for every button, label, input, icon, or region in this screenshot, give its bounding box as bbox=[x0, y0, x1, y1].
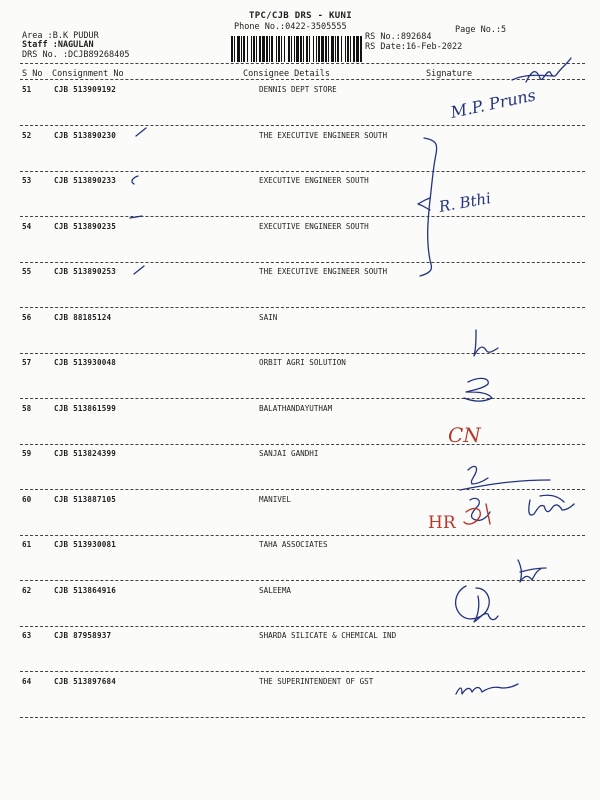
table-row bbox=[0, 267, 600, 281]
barcode-bar bbox=[276, 36, 277, 62]
row-sno: 62 bbox=[22, 586, 32, 595]
row-consignee: SAIN bbox=[259, 313, 278, 322]
barcode-bar bbox=[341, 36, 342, 62]
barcode-bar bbox=[328, 36, 329, 62]
row-consignee: THE SUPERINTENDENT OF GST bbox=[259, 677, 374, 686]
row-divider bbox=[20, 353, 585, 354]
col-consignment: Consignment No bbox=[52, 69, 124, 79]
col-consignee: Consignee Details bbox=[243, 69, 330, 79]
barcode-bar bbox=[335, 36, 336, 62]
row-divider bbox=[20, 489, 585, 490]
row-sno: 52 bbox=[22, 131, 32, 140]
row-consignment-no: CJB 513887105 bbox=[54, 495, 117, 504]
row-consignment-no: CJB 513897684 bbox=[54, 677, 117, 686]
table-row bbox=[0, 631, 600, 645]
row-sno: 59 bbox=[22, 449, 32, 458]
barcode-bar bbox=[251, 36, 252, 62]
barcode-bar bbox=[309, 36, 310, 62]
row-divider bbox=[20, 262, 585, 263]
row-consignment-no: CJB 513861599 bbox=[54, 404, 117, 413]
row-sno: 51 bbox=[22, 85, 32, 94]
barcode-bar bbox=[284, 36, 285, 62]
row-divider bbox=[20, 171, 585, 172]
row-divider bbox=[20, 580, 585, 581]
barcode-bar bbox=[321, 36, 324, 62]
barcode-bar bbox=[247, 36, 248, 62]
barcode-bar bbox=[296, 36, 299, 62]
row-sno: 56 bbox=[22, 313, 32, 322]
row-consignee: DENNIS DEPT STORE bbox=[259, 85, 337, 94]
row-consignee: MANIVEL bbox=[259, 495, 292, 504]
signature-61 bbox=[518, 560, 546, 582]
row-consignee: SHARDA SILICATE & CHEMICAL IND bbox=[259, 631, 397, 640]
drs-title: TPC/CJB DRS - KUNI bbox=[249, 11, 352, 21]
barcode-bar bbox=[291, 36, 292, 62]
barcode-bar bbox=[353, 36, 355, 62]
row-consignment-no: CJB 513909192 bbox=[54, 85, 117, 94]
barcode-bar bbox=[337, 36, 339, 62]
row-consignment-no: CJB 513890235 bbox=[54, 222, 117, 231]
signature-60-text: HR bbox=[428, 513, 456, 533]
row-consignee: ORBIT AGRI SOLUTION bbox=[259, 358, 346, 367]
row-divider bbox=[20, 216, 585, 217]
barcode-bar bbox=[271, 36, 273, 62]
table-row bbox=[0, 495, 600, 509]
row-sno: 53 bbox=[22, 176, 32, 185]
barcode-bar bbox=[331, 36, 334, 62]
barcode-bar bbox=[313, 36, 314, 62]
barcode-bar bbox=[231, 36, 233, 62]
barcode-bar bbox=[269, 36, 270, 62]
row-divider bbox=[20, 398, 585, 399]
row-consignee: TAHA ASSOCIATES bbox=[259, 540, 328, 549]
row-consignment-no: CJB 88185124 bbox=[54, 313, 112, 322]
row-consignment-no: CJB 513890230 bbox=[54, 131, 117, 140]
phone-number: Phone No.:0422-3505555 bbox=[234, 22, 347, 32]
barcode-bar bbox=[262, 36, 265, 62]
table-row bbox=[0, 449, 600, 463]
barcode-bar bbox=[281, 36, 282, 62]
drs-number: DRS No. :DCJB89268405 bbox=[22, 50, 130, 60]
barcode-bar bbox=[325, 36, 327, 62]
row-consignment-no: CJB 87958937 bbox=[54, 631, 112, 640]
table-row bbox=[0, 586, 600, 600]
table-row bbox=[0, 358, 600, 372]
row-consignee: EXECUTIVE ENGINEER SOUTH bbox=[259, 176, 369, 185]
row-sno: 57 bbox=[22, 358, 32, 367]
row-consignee: THE EXECUTIVE ENGINEER SOUTH bbox=[259, 131, 388, 140]
row-consignee: THE EXECUTIVE ENGINEER SOUTH bbox=[259, 267, 388, 276]
row-divider bbox=[20, 717, 585, 718]
page-number: Page No.:5 bbox=[455, 25, 507, 35]
table-row bbox=[0, 404, 600, 418]
barcode-bar bbox=[303, 36, 304, 62]
row-consignee: EXECUTIVE ENGINEER SOUTH bbox=[259, 222, 369, 231]
bracket-mark bbox=[418, 138, 437, 276]
table-row bbox=[0, 313, 600, 327]
barcode-bar bbox=[345, 36, 346, 62]
row-consignment-no: CJB 513890253 bbox=[54, 267, 117, 276]
row-divider bbox=[20, 535, 585, 536]
barcode-bar bbox=[360, 36, 362, 62]
row-sno: 61 bbox=[22, 540, 32, 549]
row-sno: 54 bbox=[22, 222, 32, 231]
signature-53-text: R. Bthi bbox=[437, 189, 493, 216]
barcode-bar bbox=[288, 36, 290, 62]
table-row bbox=[0, 176, 600, 190]
rs-date: RS Date:16-Feb-2022 bbox=[365, 42, 463, 52]
row-consignment-no: CJB 513930081 bbox=[54, 540, 117, 549]
table-row bbox=[0, 540, 600, 554]
signature-59 bbox=[460, 466, 550, 490]
row-consignment-no: CJB 513930048 bbox=[54, 358, 117, 367]
row-consignment-no: CJB 513864916 bbox=[54, 586, 117, 595]
barcode-bar bbox=[347, 36, 349, 62]
row-consignee: SANJAI GANDHI bbox=[259, 449, 319, 458]
barcode-bar bbox=[241, 36, 242, 62]
header-bottom-divider bbox=[20, 79, 585, 80]
row-divider bbox=[20, 671, 585, 672]
table-row bbox=[0, 131, 600, 145]
staff-label: Staff :NAGULAN bbox=[22, 40, 94, 50]
barcode-bar bbox=[350, 36, 351, 62]
rs-number: RS No.:892684 bbox=[365, 32, 432, 42]
row-divider bbox=[20, 444, 585, 445]
row-divider bbox=[20, 307, 585, 308]
barcode-bar bbox=[243, 36, 245, 62]
row-sno: 64 bbox=[22, 677, 32, 686]
barcode-bar bbox=[259, 36, 261, 62]
barcode-bar bbox=[356, 36, 359, 62]
barcode-bar bbox=[234, 36, 235, 62]
table-row bbox=[0, 222, 600, 236]
signature-58-text: CN bbox=[448, 423, 481, 447]
row-sno: 55 bbox=[22, 267, 32, 276]
row-consignee: BALATHANDAYUTHAM bbox=[259, 404, 333, 413]
row-consignment-no: CJB 513890233 bbox=[54, 176, 117, 185]
col-sno: S No bbox=[22, 69, 43, 79]
barcode-bar bbox=[306, 36, 308, 62]
table-row bbox=[0, 85, 600, 99]
barcode-bar bbox=[266, 36, 268, 62]
row-sno: 63 bbox=[22, 631, 32, 640]
row-sno: 60 bbox=[22, 495, 32, 504]
row-consignment-no: CJB 513824399 bbox=[54, 449, 117, 458]
barcode-bar bbox=[300, 36, 302, 62]
area-label: Area :B.K PUDUR bbox=[22, 31, 99, 41]
barcode-bar bbox=[253, 36, 255, 62]
barcode-bar bbox=[316, 36, 317, 62]
barcode-bar bbox=[318, 36, 320, 62]
row-divider bbox=[20, 626, 585, 627]
barcode bbox=[231, 36, 362, 62]
barcode-bar bbox=[278, 36, 280, 62]
barcode-bar bbox=[237, 36, 240, 62]
table-row bbox=[0, 677, 600, 691]
signature-51-text: M.P. Pruns bbox=[448, 85, 538, 122]
row-divider bbox=[20, 125, 585, 126]
barcode-bar bbox=[256, 36, 257, 62]
barcode-bar bbox=[294, 36, 295, 62]
col-signature: Signature bbox=[426, 69, 473, 79]
row-consignee: SALEEMA bbox=[259, 586, 292, 595]
header-top-divider bbox=[20, 63, 585, 64]
row-sno: 58 bbox=[22, 404, 32, 413]
